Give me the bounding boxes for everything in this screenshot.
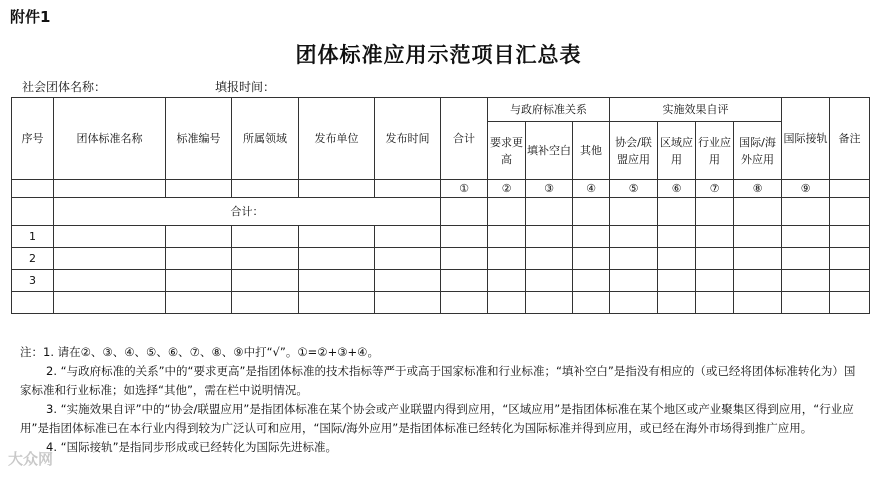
note-3: 3. “实施效果自评”中的“协会/联盟应用”是指团体标准在某个协会或产业联盟内得到应用，“区域应用”是指团体标准在某个地区或产业聚集区得到应用，“行业应用”是指团体标准已在本行业内得到较为广泛认可和应用，“国际/海外应用”是指团体标准已经转化为国际标准并得到应用，或已经在海外市场得到推广应用。 <box>20 402 854 435</box>
header-gov-higher: 要求更高 <box>488 122 526 180</box>
table-row <box>12 226 870 248</box>
header-seq: 序号 <box>12 98 54 180</box>
note-2: 2. “与政府标准的关系”中的“要求更高”是指团体标准的技术指标等严于或高于国家标准和行业标准；“填补空白”是指没有相应的（或已经将团体标准转化为）国家标准和行业标准；如选择“其他”，需在栏中说明情况。 <box>20 364 856 397</box>
attachment-label: 附件1 <box>10 8 51 26</box>
circled-8: ⑧ <box>734 180 782 198</box>
header-remarks: 备注 <box>830 98 870 180</box>
header-standard-name: 团体标准名称 <box>54 98 166 180</box>
fill-time-label: 填报时间： <box>215 80 276 94</box>
note-1: 注：1. 请在②、③、④、⑤、⑥、⑦、⑧、⑨中打“√”。①=②+③+④。 <box>20 345 379 359</box>
header-effect-intl: 国际/海外应用 <box>734 122 782 180</box>
header-publisher: 发布单位 <box>299 98 375 180</box>
summary-table <box>11 97 870 314</box>
header-total: 合计 <box>441 98 488 180</box>
table-row <box>12 292 870 314</box>
circled-7: ⑦ <box>696 180 734 198</box>
header-standard-number: 标准编号 <box>166 98 232 180</box>
circled-2: ② <box>488 180 526 198</box>
header-intl-align: 国际接轨 <box>782 98 830 180</box>
header-publish-time: 发布时间 <box>375 98 441 180</box>
circled-1: ① <box>441 180 488 198</box>
sum-label: 合计： <box>54 198 441 226</box>
row-number <box>12 292 54 314</box>
note-4: 4. “国际接轨”是指同步形成或已经转化为国际先进标准。 <box>46 440 338 454</box>
circled-5: ⑤ <box>610 180 658 198</box>
circled-3: ③ <box>526 180 573 198</box>
circled-9: ⑨ <box>782 180 830 198</box>
circled-6: ⑥ <box>658 180 696 198</box>
row-number: 1 <box>12 226 54 248</box>
notes-section <box>20 343 865 457</box>
header-gov-fill: 填补空白 <box>526 122 573 180</box>
table-row <box>12 270 870 292</box>
row-number: 3 <box>12 270 54 292</box>
header-effect-eval: 实施效果自评 <box>610 98 782 122</box>
header-effect-industry: 行业应用 <box>696 122 734 180</box>
table-row <box>12 248 870 270</box>
header-effect-region: 区域应用 <box>658 122 696 180</box>
header-field: 所属领域 <box>232 98 299 180</box>
header-gov-other: 其他 <box>573 122 610 180</box>
circled-4: ④ <box>573 180 610 198</box>
row-number: 2 <box>12 248 54 270</box>
watermark-logo: 大众网 <box>8 450 54 468</box>
page-title: 团体标准应用示范项目汇总表 <box>295 42 582 67</box>
header-gov-relation: 与政府标准关系 <box>488 98 610 122</box>
org-name-label: 社会团体名称： <box>22 80 107 94</box>
header-effect-assoc: 协会/联盟应用 <box>610 122 658 180</box>
